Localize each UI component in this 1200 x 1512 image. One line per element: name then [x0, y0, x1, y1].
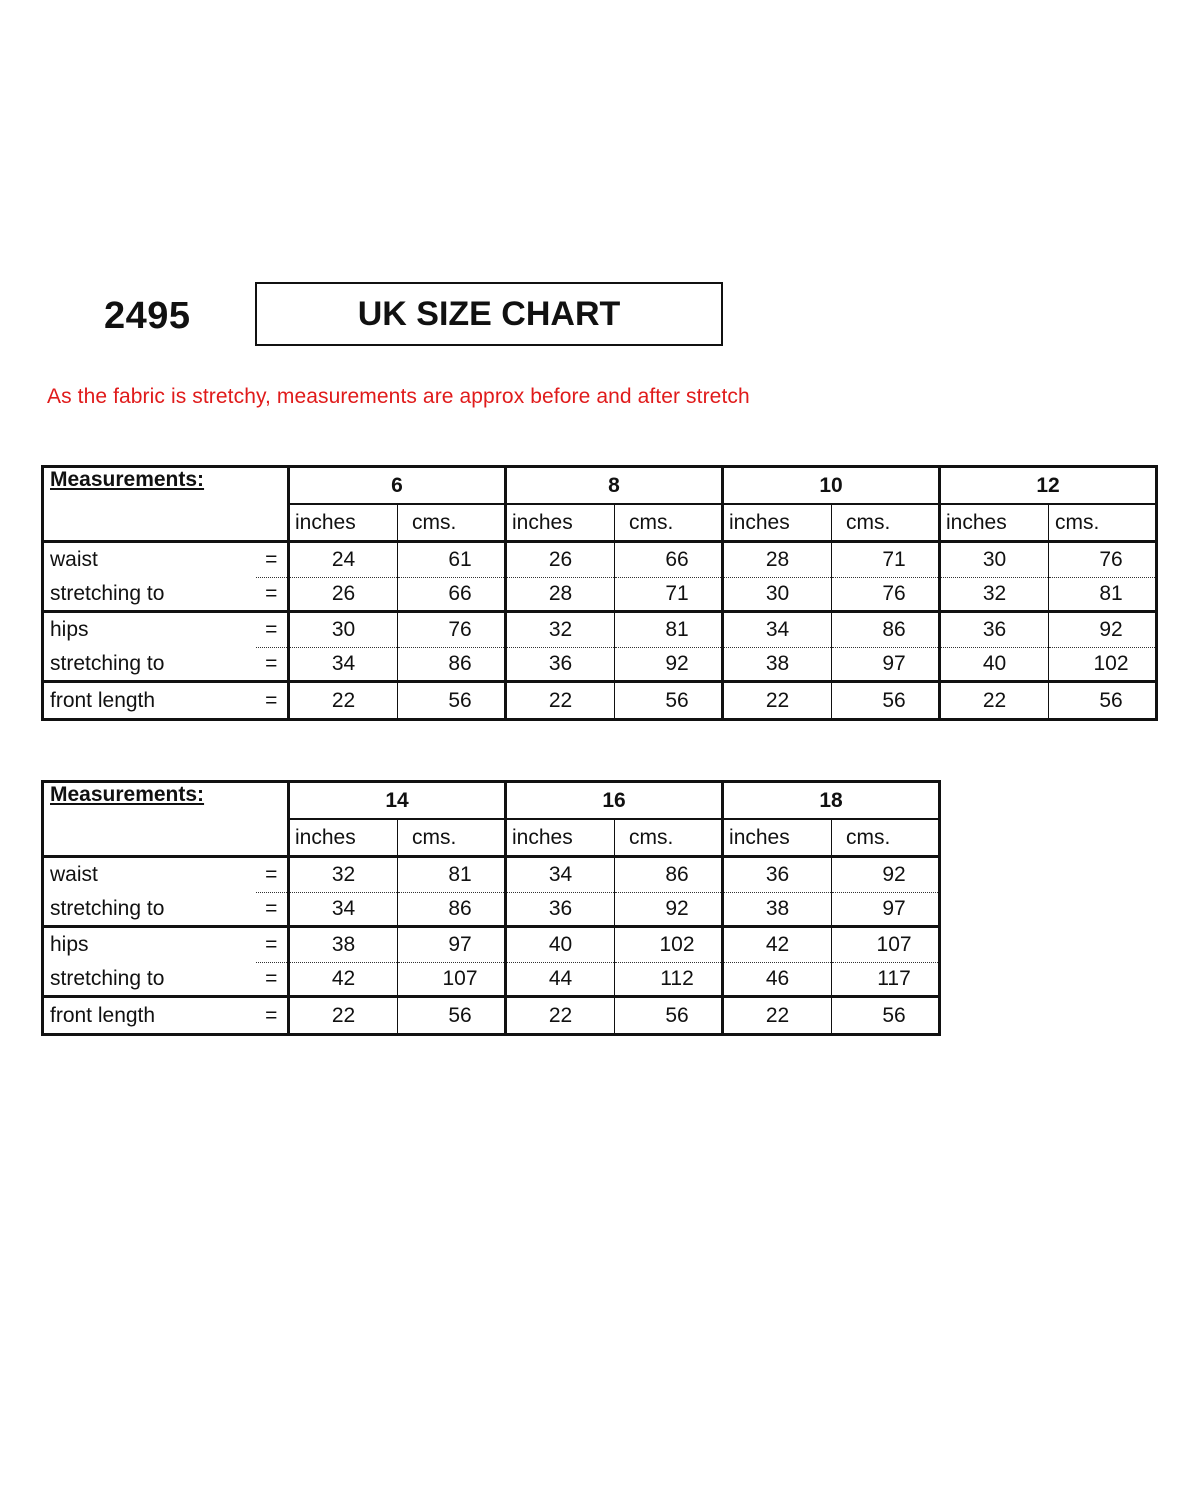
unit-inches: inches [723, 819, 832, 857]
value-inches: 26 [289, 578, 398, 612]
value-inches: 26 [506, 542, 615, 578]
value-cms: 97 [398, 927, 506, 963]
value-cms: 71 [615, 578, 723, 612]
table-row [43, 963, 940, 997]
unit-cms: cms. [398, 819, 506, 857]
value-inches: 34 [723, 612, 832, 648]
value-cms: 56 [615, 997, 723, 1035]
value-inches: 34 [289, 893, 398, 927]
unit-cms: cms. [398, 504, 506, 542]
equals-sign: = [256, 542, 289, 578]
value-cms: 97 [832, 893, 940, 927]
size-header: 10 [723, 467, 940, 505]
row-label-hips-stretch: stretching to [43, 648, 256, 682]
size-header: 8 [506, 467, 723, 505]
value-inches: 22 [506, 682, 615, 720]
value-inches: 30 [940, 542, 1049, 578]
value-cms: 107 [398, 963, 506, 997]
value-inches: 38 [289, 927, 398, 963]
row-label-hips-stretch: stretching to [43, 963, 256, 997]
value-inches: 22 [723, 997, 832, 1035]
value-inches: 22 [940, 682, 1049, 720]
value-cms: 56 [398, 682, 506, 720]
measurements-heading: Measurements: [43, 467, 289, 542]
unit-inches: inches [506, 504, 615, 542]
row-label-waist: waist [43, 857, 256, 893]
value-cms: 92 [615, 893, 723, 927]
unit-cms: cms. [615, 504, 723, 542]
unit-inches: inches [506, 819, 615, 857]
value-inches: 32 [289, 857, 398, 893]
value-cms: 92 [1049, 612, 1157, 648]
table-row [43, 893, 940, 927]
value-cms: 102 [615, 927, 723, 963]
value-inches: 32 [506, 612, 615, 648]
value-cms: 56 [615, 682, 723, 720]
value-cms: 92 [832, 857, 940, 893]
value-inches: 22 [723, 682, 832, 720]
value-inches: 22 [289, 997, 398, 1035]
equals-sign: = [256, 648, 289, 682]
value-inches: 22 [289, 682, 398, 720]
unit-cms: cms. [832, 819, 940, 857]
equals-sign: = [256, 997, 289, 1035]
value-cms: 81 [398, 857, 506, 893]
unit-cms: cms. [1049, 504, 1157, 542]
table-row [43, 682, 1157, 720]
unit-cms: cms. [615, 819, 723, 857]
value-cms: 81 [1049, 578, 1157, 612]
value-inches: 46 [723, 963, 832, 997]
row-label-front: front length [43, 997, 256, 1035]
value-inches: 28 [723, 542, 832, 578]
value-cms: 102 [1049, 648, 1157, 682]
stretch-note: As the fabric is stretchy, measurements are approx before and after stretch [47, 385, 750, 408]
size-header: 6 [289, 467, 506, 505]
value-inches: 30 [289, 612, 398, 648]
value-cms: 117 [832, 963, 940, 997]
row-label-hips: hips [43, 927, 256, 963]
value-inches: 32 [940, 578, 1049, 612]
value-cms: 66 [615, 542, 723, 578]
size-header: 16 [506, 782, 723, 820]
size-header: 18 [723, 782, 940, 820]
table-row [43, 578, 1157, 612]
value-cms: 56 [832, 997, 940, 1035]
equals-sign: = [256, 893, 289, 927]
value-cms: 86 [398, 893, 506, 927]
table-row [43, 542, 1157, 578]
size-header: 14 [289, 782, 506, 820]
equals-sign: = [256, 612, 289, 648]
row-label-hips: hips [43, 612, 256, 648]
row-label-waist-stretch: stretching to [43, 893, 256, 927]
row-label-waist: waist [43, 542, 256, 578]
value-inches: 40 [506, 927, 615, 963]
value-inches: 24 [289, 542, 398, 578]
value-inches: 38 [723, 893, 832, 927]
value-cms: 76 [398, 612, 506, 648]
value-cms: 71 [832, 542, 940, 578]
unit-cms: cms. [832, 504, 940, 542]
equals-sign: = [256, 963, 289, 997]
value-inches: 36 [940, 612, 1049, 648]
equals-sign: = [256, 927, 289, 963]
value-inches: 42 [723, 927, 832, 963]
size-header: 12 [940, 467, 1157, 505]
value-cms: 56 [398, 997, 506, 1035]
value-inches: 36 [506, 893, 615, 927]
row-label-waist-stretch: stretching to [43, 578, 256, 612]
unit-inches: inches [723, 504, 832, 542]
equals-sign: = [256, 578, 289, 612]
value-cms: 56 [832, 682, 940, 720]
size-table-1 [41, 465, 1158, 721]
size-table-2 [41, 780, 941, 1036]
row-label-front: front length [43, 682, 256, 720]
value-inches: 38 [723, 648, 832, 682]
value-cms: 86 [832, 612, 940, 648]
value-cms: 86 [398, 648, 506, 682]
equals-sign: = [256, 857, 289, 893]
value-cms: 92 [615, 648, 723, 682]
value-cms: 56 [1049, 682, 1157, 720]
value-inches: 34 [506, 857, 615, 893]
value-inches: 44 [506, 963, 615, 997]
value-inches: 36 [723, 857, 832, 893]
table-row [43, 857, 940, 893]
value-inches: 22 [506, 997, 615, 1035]
value-cms: 81 [615, 612, 723, 648]
table-row [43, 927, 940, 963]
value-inches: 40 [940, 648, 1049, 682]
value-inches: 42 [289, 963, 398, 997]
unit-inches: inches [289, 819, 398, 857]
unit-inches: inches [289, 504, 398, 542]
measurements-heading: Measurements: [43, 782, 289, 857]
table-row [43, 612, 1157, 648]
page-title: UK SIZE CHART [255, 282, 723, 346]
style-code: 2495 [104, 295, 191, 337]
value-cms: 112 [615, 963, 723, 997]
value-inches: 30 [723, 578, 832, 612]
value-cms: 76 [1049, 542, 1157, 578]
value-cms: 61 [398, 542, 506, 578]
equals-sign: = [256, 682, 289, 720]
unit-inches: inches [940, 504, 1049, 542]
value-inches: 28 [506, 578, 615, 612]
value-inches: 36 [506, 648, 615, 682]
value-cms: 107 [832, 927, 940, 963]
value-cms: 76 [832, 578, 940, 612]
value-cms: 97 [832, 648, 940, 682]
table-row [43, 997, 940, 1035]
value-cms: 86 [615, 857, 723, 893]
table-row [43, 648, 1157, 682]
value-cms: 66 [398, 578, 506, 612]
value-inches: 34 [289, 648, 398, 682]
